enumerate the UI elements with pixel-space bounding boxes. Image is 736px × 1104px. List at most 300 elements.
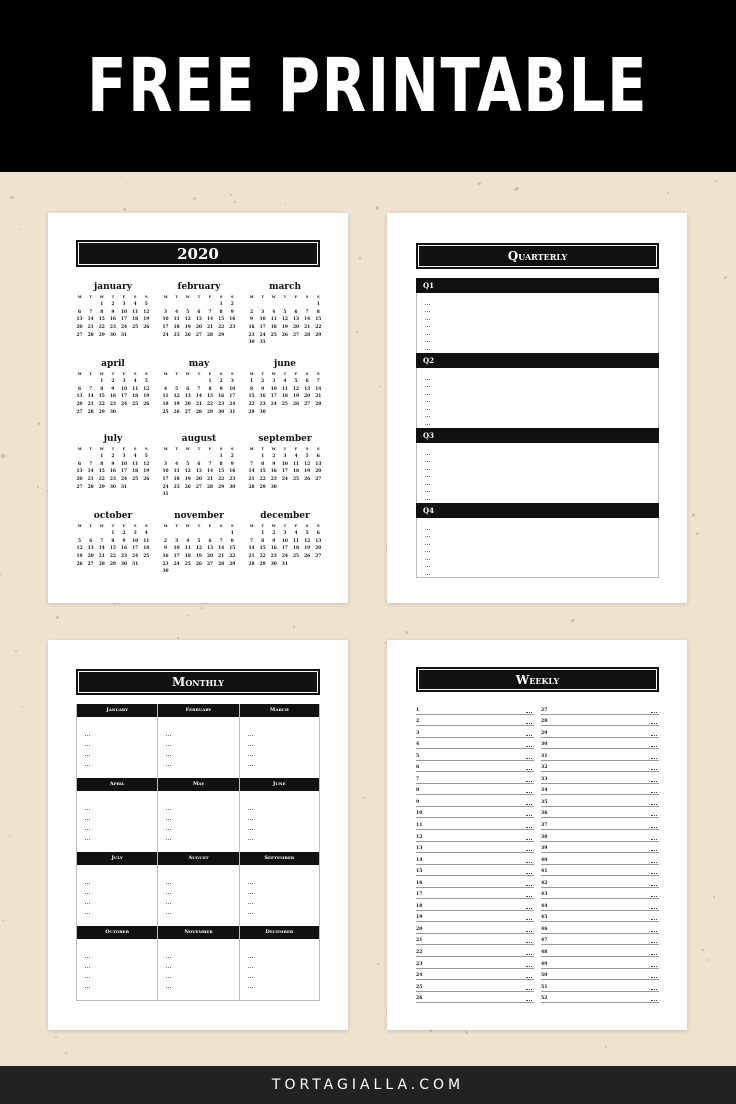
day-number: 16: [162, 554, 169, 560]
week-dots: [526, 801, 532, 805]
day-number: 12: [143, 461, 150, 467]
day-number: 19: [143, 317, 150, 323]
month-header: October: [77, 926, 157, 939]
bullet-line: [425, 297, 430, 305]
week-dots: [651, 963, 657, 967]
day-number: 24: [281, 554, 288, 560]
month-name: august: [181, 434, 217, 444]
paper-speck: [359, 257, 362, 260]
weekday-header: M: [77, 447, 82, 451]
day-number: 19: [184, 477, 191, 483]
week-dots: [651, 824, 657, 828]
day-number: 12: [195, 546, 202, 552]
day-number: 18: [132, 317, 139, 323]
day-number: 14: [248, 546, 255, 552]
weekday-header: S: [219, 524, 223, 528]
day-number: 15: [207, 394, 214, 400]
weekday-header: M: [163, 524, 168, 528]
day-number: 3: [122, 379, 126, 384]
day-number: 15: [109, 546, 116, 552]
bullet-line: [425, 567, 430, 575]
day-number: 15: [315, 317, 322, 323]
week-row: [160, 409, 238, 417]
day-number: 31: [259, 340, 266, 346]
week-row: [74, 393, 152, 401]
day-number: 23: [229, 325, 236, 331]
bullet-line: [166, 894, 171, 904]
day-number: 28: [98, 561, 105, 567]
month-name: march: [268, 282, 302, 292]
week-line: [416, 749, 534, 761]
week-number: 6: [416, 765, 420, 771]
day-number: [205, 491, 216, 499]
month-notes: [158, 791, 238, 852]
week-row: [246, 386, 324, 394]
week-dots: [651, 801, 657, 805]
day-number: 18: [132, 469, 139, 475]
week-line: [541, 934, 659, 946]
paper-speck: [119, 604, 120, 605]
day-number: 27: [76, 409, 83, 415]
day-number: 16: [109, 317, 116, 323]
day-number: 26: [143, 325, 150, 331]
day-number: 1: [316, 302, 320, 307]
day-number: 25: [270, 332, 277, 338]
day-number: 27: [293, 332, 300, 338]
day-number: 29: [109, 561, 116, 567]
day-number: 23: [259, 402, 266, 408]
week-dots: [526, 743, 532, 747]
weekday-header: F: [294, 372, 298, 376]
bullet-line: [166, 874, 171, 884]
day-number: 10: [173, 546, 180, 552]
weekday-header-row: [246, 370, 324, 378]
day-number: 26: [184, 484, 191, 490]
day-number: [171, 568, 182, 576]
bullet-line: [425, 410, 430, 418]
week-line: [416, 876, 534, 888]
day-number: [279, 409, 290, 417]
week-number: 26: [416, 996, 423, 1002]
day-number: 30: [248, 340, 255, 346]
day-number: 15: [98, 317, 105, 323]
week-number: 51: [541, 984, 548, 990]
bullet-line: [248, 978, 253, 988]
day-number: [160, 453, 171, 461]
month-header: September: [240, 852, 319, 865]
month-block-march: [246, 281, 324, 347]
month-row: [76, 926, 320, 1001]
bullet-line: [248, 948, 253, 958]
paper-speck: [714, 726, 715, 727]
day-number: 6: [316, 531, 320, 536]
day-number: [291, 561, 302, 569]
week-line: [416, 738, 534, 750]
day-number: 20: [76, 402, 83, 408]
day-number: [141, 561, 152, 569]
bullet-line: [425, 545, 430, 553]
paper-speck: [715, 180, 718, 183]
weekday-header: T: [197, 372, 201, 376]
yearly-calendar-sheet: [48, 213, 348, 603]
quarter-section-q2: [416, 353, 659, 428]
day-number: 29: [259, 484, 266, 490]
day-number: 5: [305, 531, 309, 536]
day-number: 13: [207, 546, 214, 552]
day-number: 10: [270, 386, 277, 392]
bullet-line: [85, 894, 90, 904]
week-dots: [526, 893, 532, 897]
day-number: 21: [315, 394, 322, 400]
week-row: [74, 476, 152, 484]
bullet-line: [248, 884, 253, 894]
weekday-header: W: [271, 372, 276, 376]
month-name: june: [273, 359, 297, 369]
day-number: 26: [304, 554, 311, 560]
day-number: 28: [207, 484, 214, 490]
quarter-label: Q1: [416, 278, 659, 293]
day-number: [246, 530, 257, 538]
paper-speck: [465, 1040, 466, 1041]
day-number: 15: [98, 394, 105, 400]
day-number: 8: [230, 538, 234, 544]
week-dots: [526, 986, 532, 990]
day-number: 9: [111, 461, 115, 467]
day-number: 20: [315, 469, 322, 475]
day-number: 13: [315, 461, 322, 467]
day-number: 24: [259, 332, 266, 338]
weekday-header: T: [89, 447, 93, 451]
day-number: 1: [100, 454, 104, 459]
day-number: 23: [109, 402, 116, 408]
day-number: 5: [144, 454, 148, 459]
weekday-header: T: [197, 295, 201, 299]
weekday-header: T: [261, 524, 265, 528]
day-number: [171, 453, 182, 461]
week-number: 24: [416, 973, 423, 979]
day-number: [141, 332, 152, 340]
weekday-header: W: [271, 524, 276, 528]
day-number: 18: [132, 394, 139, 400]
day-number: 25: [281, 402, 288, 408]
day-number: 12: [293, 386, 300, 392]
week-number: 52: [541, 996, 548, 1002]
day-number: 12: [184, 469, 191, 475]
bullet-line: [248, 726, 253, 736]
day-number: 14: [195, 394, 202, 400]
paper-speck: [234, 201, 237, 204]
day-number: 21: [248, 477, 255, 483]
week-row: [74, 530, 152, 538]
weekday-header: S: [305, 295, 309, 299]
day-number: 4: [175, 309, 179, 315]
day-number: 27: [195, 332, 202, 338]
paper-speck: [0, 574, 2, 576]
week-dots: [651, 916, 657, 920]
quarter-section-q3: [416, 428, 659, 503]
month-notes: [77, 939, 157, 1000]
paper-speck: [15, 650, 16, 651]
day-number: 29: [315, 332, 322, 338]
day-number: [291, 339, 302, 347]
day-number: 3: [175, 538, 179, 544]
week-row: [160, 393, 238, 401]
week-row: [74, 378, 152, 386]
weekday-header: W: [185, 372, 190, 376]
month-name: december: [260, 511, 310, 521]
weekday-header: M: [77, 372, 82, 376]
week-number: 18: [416, 903, 423, 909]
week-dots: [526, 720, 532, 724]
week-line: [541, 715, 659, 727]
month-block-august: [160, 433, 238, 499]
day-number: 10: [162, 317, 169, 323]
month-header: March: [240, 704, 319, 717]
paper-speck: [376, 206, 379, 209]
week-row: [160, 386, 238, 394]
day-number: 7: [89, 461, 93, 467]
day-number: 13: [293, 317, 300, 323]
day-number: 1: [219, 454, 223, 459]
day-number: [160, 301, 171, 309]
day-number: 10: [281, 461, 288, 467]
day-number: 19: [304, 546, 311, 552]
paper-speck: [177, 637, 179, 639]
bullet-line: [85, 756, 90, 766]
bullet-line: [425, 522, 430, 530]
week-dots: [526, 847, 532, 851]
banner-title: FREE PRINTABLE: [87, 43, 649, 129]
day-number: 7: [208, 461, 212, 467]
week-line: [416, 761, 534, 773]
week-row: [246, 401, 324, 409]
week-number: 48: [541, 950, 548, 956]
bullet-line: [85, 968, 90, 978]
week-line: [541, 818, 659, 830]
week-number: 31: [541, 753, 548, 759]
week-dots: [651, 709, 657, 713]
weekday-header: T: [283, 295, 287, 299]
weekday-header: M: [249, 372, 254, 376]
week-number: 50: [541, 973, 548, 979]
week-number: 23: [416, 961, 423, 967]
weekday-header: T: [89, 524, 93, 528]
day-number: 10: [259, 317, 266, 323]
week-line: [416, 865, 534, 877]
week-row: [160, 538, 238, 546]
day-number: 1: [261, 531, 265, 536]
week-row: [246, 409, 324, 417]
bullet-line: [166, 800, 171, 810]
month-block-october: [74, 510, 152, 568]
day-number: 8: [100, 461, 104, 467]
day-number: 3: [283, 454, 287, 459]
day-number: 12: [76, 546, 83, 552]
day-number: 8: [219, 461, 223, 467]
day-number: [302, 409, 313, 417]
week-dots: [526, 812, 532, 816]
weekday-header: F: [294, 524, 298, 528]
day-number: 25: [132, 477, 139, 483]
weekday-header-row: [246, 445, 324, 453]
day-number: 1: [250, 379, 254, 384]
day-number: 30: [121, 561, 128, 567]
week-row: [74, 545, 152, 553]
day-number: 14: [87, 317, 94, 323]
paper-speck: [37, 486, 39, 488]
day-number: [182, 301, 193, 309]
day-number: [246, 453, 257, 461]
month-block-february: [160, 281, 238, 339]
bullet-line: [425, 335, 430, 343]
bullet-line: [166, 820, 171, 830]
weekday-header: F: [294, 295, 298, 299]
month-cell-october: [76, 926, 157, 1001]
week-row: [246, 484, 324, 492]
day-number: 24: [132, 554, 139, 560]
day-number: 19: [143, 394, 150, 400]
weekday-header: S: [231, 372, 234, 376]
week-line: [541, 749, 659, 761]
day-number: 13: [184, 394, 191, 400]
day-number: 27: [207, 561, 214, 567]
weekday-header: W: [271, 447, 276, 451]
day-number: 7: [197, 386, 201, 392]
day-number: 27: [87, 561, 94, 567]
day-number: 5: [144, 302, 148, 307]
day-number: 15: [98, 469, 105, 475]
bullet-line: [166, 810, 171, 820]
weekday-header: F: [122, 524, 126, 528]
day-number: 8: [219, 309, 223, 315]
weekday-header: M: [163, 295, 168, 299]
day-number: 22: [98, 402, 105, 408]
day-number: 15: [229, 546, 236, 552]
day-number: 16: [218, 394, 225, 400]
day-number: 4: [294, 531, 298, 536]
paper-speck: [363, 797, 365, 799]
week-row: [74, 538, 152, 546]
weekday-header: S: [133, 295, 137, 299]
month-notes: [240, 939, 319, 1000]
week-dots: [651, 951, 657, 955]
week-number: 20: [416, 926, 423, 932]
day-number: 13: [76, 394, 83, 400]
day-number: [302, 339, 313, 347]
bullet-line: [166, 978, 171, 988]
month-name: february: [177, 282, 221, 292]
month-header: July: [77, 852, 157, 865]
weekday-header: M: [163, 372, 168, 376]
day-number: 13: [87, 546, 94, 552]
day-number: 20: [293, 325, 300, 331]
day-number: [227, 332, 238, 340]
month-cell-april: [76, 778, 157, 852]
week-row: [160, 476, 238, 484]
day-number: 22: [315, 325, 322, 331]
week-dots: [526, 789, 532, 793]
day-number: 18: [143, 546, 150, 552]
day-number: 9: [261, 386, 265, 392]
week-number: 22: [416, 950, 423, 956]
day-number: 2: [272, 531, 276, 536]
bullet-line: [248, 810, 253, 820]
day-number: 4: [133, 454, 137, 459]
day-number: [268, 301, 279, 309]
day-number: 18: [270, 325, 277, 331]
day-number: [182, 491, 193, 499]
week-dots: [651, 986, 657, 990]
weekday-header: S: [231, 447, 234, 451]
day-number: 19: [195, 554, 202, 560]
day-number: 13: [76, 317, 83, 323]
day-number: 4: [133, 379, 137, 384]
weekday-header: S: [145, 295, 148, 299]
day-number: 11: [132, 386, 139, 392]
weekday-header: W: [99, 524, 104, 528]
week-line: [416, 853, 534, 865]
day-number: 26: [195, 561, 202, 567]
weekday-header: S: [231, 295, 234, 299]
bullet-line: [85, 958, 90, 968]
day-number: 16: [109, 469, 116, 475]
paper-speck: [2, 920, 3, 921]
month-name: july: [103, 434, 123, 444]
bullet-line: [425, 402, 430, 410]
day-number: 10: [121, 386, 128, 392]
week-row: [74, 332, 152, 340]
month-cell-january: [76, 704, 157, 778]
day-number: 25: [132, 402, 139, 408]
weekday-header: T: [197, 524, 201, 528]
day-number: [302, 484, 313, 492]
day-number: 20: [76, 477, 83, 483]
day-number: 14: [207, 317, 214, 323]
day-number: 23: [270, 477, 277, 483]
day-number: 11: [270, 317, 277, 323]
paper-speck: [324, 623, 326, 625]
day-number: 21: [304, 325, 311, 331]
week-row: [160, 309, 238, 317]
day-number: 28: [87, 409, 94, 415]
week-line: [541, 888, 659, 900]
week-line: [416, 934, 534, 946]
paper-speck: [349, 542, 350, 543]
day-number: 6: [305, 379, 309, 384]
week-line: [541, 807, 659, 819]
week-row: [74, 401, 152, 409]
day-number: 20: [195, 477, 202, 483]
day-number: [160, 530, 171, 538]
week-row: [246, 316, 324, 324]
day-number: [227, 568, 238, 576]
week-dots: [651, 893, 657, 897]
month-header: November: [158, 926, 238, 939]
day-number: 7: [89, 386, 93, 392]
week-row: [74, 461, 152, 469]
week-row: [160, 401, 238, 409]
day-number: [171, 378, 182, 386]
week-row: [246, 545, 324, 553]
day-number: [279, 484, 290, 492]
day-number: 24: [121, 477, 128, 483]
footer: [0, 1066, 736, 1104]
weekday-header: S: [317, 447, 320, 451]
day-number: [279, 301, 290, 309]
day-number: 7: [208, 309, 212, 315]
day-number: 16: [121, 546, 128, 552]
week-row: [246, 301, 324, 309]
